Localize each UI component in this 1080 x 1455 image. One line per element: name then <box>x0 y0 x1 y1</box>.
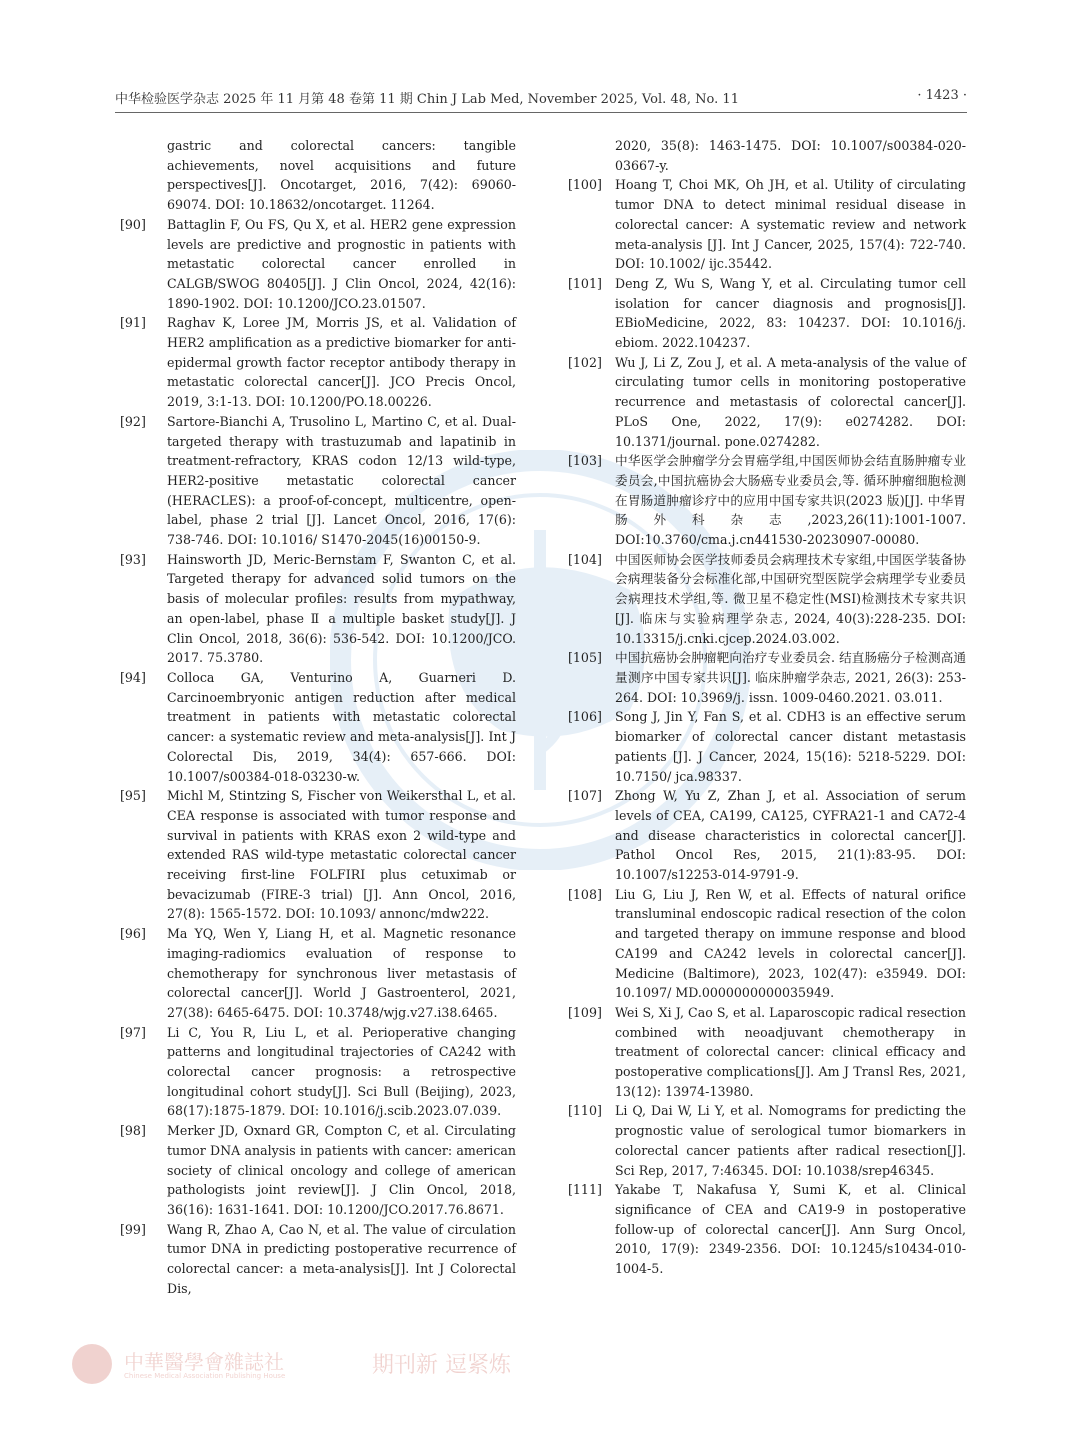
reference-entry <box>568 1180 966 1279</box>
reference-number: [109] <box>568 1004 602 1020</box>
reference-number: [101] <box>568 275 602 291</box>
reference-text: Zhong W, Yu Z, Zhan J, et al. Association of serum levels of CEA, CA199, CA125, CYFRA21-1 and CA72-4 and disease characteristics in colorectal cancer[J]. Pathol Oncol Res, 2015, 21(1):83-95. DOI: 10.1007/s12253-014-9791-9. <box>615 788 966 883</box>
publisher-name: 中華醫學會雜誌社 <box>124 1350 284 1374</box>
reference-number: [102] <box>568 354 602 370</box>
reference-text: Wang R, Zhao A, Cao N, et al. The value of circulation tumor DNA in predicting postoperative recurrence of colorectal cancer: a meta-analysis[J]. Int J Colorectal Dis, <box>167 1221 516 1296</box>
reference-entry <box>568 1101 966 1180</box>
reference-entry <box>120 1023 516 1122</box>
reference-number: [90] <box>120 216 146 232</box>
reference-entry <box>568 274 966 353</box>
reference-number: [95] <box>120 788 146 804</box>
reference-text: Deng Z, Wu S, Wang Y, et al. Circulating tumor cell isolation for cancer diagnosis and prognosis[J]. EBioMedicine, 2022, 83: 104237. DOI: 10.1016/j. ebiom. 2022.104237. <box>615 275 966 351</box>
reference-text: Battaglin F, Ou FS, Qu X, et al. HER2 gene expression levels are predictive and prognostic in patients with metastatic colorectal cancer enrolled in CALGB/SWOG 80405[J]. J Clin Oncol, 2024, 42(16): 1890-1902. DOI: 10.1200/JCO.23.01507. <box>167 216 516 311</box>
reference-number: [110] <box>568 1103 602 1119</box>
reference-number: [97] <box>120 1024 146 1040</box>
reference-entry <box>120 1121 516 1220</box>
reference-text: Colloca GA, Venturino A, Guarneri D. Carcinoembryonic antigen reduction after medical treatment in patients with metastatic colorectal cancer: a systematic review and meta-analysis[J]. Int J Colorectal Dis, 2019, 34(4): 657-666. DOI: 10.1007/s00384-018-03230-w. <box>167 669 516 784</box>
reference-text: 中国抗癌协会肿瘤靶向治疗专业委员会. 结直肠癌分子检测高通量测序中国专家共识[J]. 临床肿瘤学杂志, 2021, 26(3): 253-264. DOI: 10.3969/j. issn. 1009-0460.2021. 03.011. <box>615 650 966 705</box>
publisher-logo-watermark <box>72 1342 511 1388</box>
reference-entry <box>568 885 966 1003</box>
reference-number: [104] <box>568 551 602 567</box>
reference-entry <box>120 215 516 314</box>
reference-text: Liu G, Liu J, Ren W, et al. Effects of natural orifice transluminal endoscopic radical resection of the colon and targeted therapy on immune response and blood CA199 and CA242 levels in colorectal cancer[J]. Medicine (Baltimore), 2023, 102(47): e35949. DOI: 10.1097/ MD.0000000000035949. <box>615 886 966 1001</box>
reference-number: [106] <box>568 709 602 725</box>
reference-entry <box>120 313 516 412</box>
reference-number: [99] <box>120 1221 146 1237</box>
journal-citation-header: 中华检验医学杂志 2025 年 11 月第 48 卷第 11 期 Chin J Lab Med, November 2025, Vol. 48, No. 11 <box>115 92 739 107</box>
references-left-column <box>120 136 516 1298</box>
reference-number: [105] <box>568 650 602 666</box>
reference-entry <box>120 550 516 668</box>
reference-text: Wu J, Li Z, Zou J, et al. A meta-analysis of the value of circulating tumor cells in monitoring postoperative recurrence and metastasis of colorectal cancer[J]. PLoS One, 2022, 17(9): e0274282. DOI: 10.1371/journal. pone.0274282. <box>615 354 966 449</box>
reference-number: [98] <box>120 1123 146 1139</box>
reference-number: [94] <box>120 669 146 685</box>
publisher-name-en: Chinese Medical Association Publishing House <box>124 1372 286 1380</box>
reference-entry <box>568 1003 966 1102</box>
page-number: · 1423 · <box>917 88 967 103</box>
running-header <box>115 88 967 108</box>
reference-text: Song J, Jin Y, Fan S, et al. CDH3 is an effective serum biomarker of colorectal cancer distant metastasis patients [J]. J Cancer, 2024, 15(16): 5218-5229. DOI: 10.7150/ jca.98337. <box>615 709 966 784</box>
reference-text: Raghav K, Loree JM, Morris JS, et al. Validation of HER2 amplification as a predictive biomarker for anti-epidermal growth factor receptor antibody therapy in metastatic colorectal cancer[J]. JCO Precis Oncol, 2019, 3:1-13. DOI: 10.1200/PO.18.00226. <box>167 315 516 410</box>
reference-number: [93] <box>120 551 146 567</box>
reference-entry <box>120 786 516 924</box>
reference-text: 中华医学会肿瘤学分会胃癌学组,中国医师协会结直肠肿瘤专业委员会,中国抗癌协会大肠癌专业委员会,等. 循环肿瘤细胞检测在胃肠道肿瘤诊疗中的应用中国专家共识(2023 版)[J]. 中华胃肠外科杂志,2023,26(11):1001-1007. DOI:10.3760/cma.j.cn441530-20230907-00080. <box>615 453 966 548</box>
reference-number: [108] <box>568 886 602 902</box>
reference-entry <box>568 550 966 649</box>
reference-entry <box>568 648 966 707</box>
reference-text: Wei S, Xi J, Cao S, et al. Laparoscopic radical resection combined with neoadjuvant chemotherapy in treatment of colorectal cancer: clinical efficacy and postoperative complications[J]. Am J Transl Res, 2021, 13(12): 13974-13980. <box>615 1004 966 1099</box>
references-right-column <box>568 136 966 1279</box>
reference-number: [107] <box>568 788 602 804</box>
reference-text: 中国医师协会医学技师委员会病理技术专家组,中国医学装备协会病理装备分会标准化部,中国研究型医院学会病理学专业委员会病理技术学组,等. 微卫星不稳定性(MSI)检测技术专家共识[J]. 临床与实验病理学杂志, 2024, 40(3):228-235. DOI: 10.13315/j.cnki.cjcep.2024.03.002. <box>615 551 966 646</box>
reference-text: Li C, You R, Liu L, et al. Perioperative changing patterns and longitudinal trajectories of CA242 with colorectal cancer prognosis: a retrospective longitudinal cohort study[J]. Sci Bull (Beijing), 2023, 68(17):1875-1879. DOI: 10.1016/j.scib.2023.07.039. <box>167 1024 516 1119</box>
reference-entry <box>568 451 966 550</box>
reference-number: [100] <box>568 177 602 193</box>
reference-number: [91] <box>120 315 146 331</box>
reference-entry <box>120 924 516 1023</box>
reference-entry <box>568 786 966 885</box>
reference-entry <box>568 353 966 452</box>
publisher-seal-icon <box>72 1344 112 1384</box>
reference-entry <box>120 1220 516 1299</box>
media-badges: 期刊新 逗紧炼 <box>372 1353 511 1378</box>
reference-text: Ma YQ, Wen Y, Liang H, et al. Magnetic resonance imaging-radiomics evaluation of response to chemotherapy for synchronous liver metastasis of colorectal cancer[J]. World J Gastroenterol, 2021, 27(38): 6465-6475. DOI: 10.3748/wjg.v27.i38.6465. <box>167 926 516 1020</box>
reference-text: Merker JD, Oxnard GR, Compton C, et al. Circulating tumor DNA analysis in patients with cancer: american society of clinical oncology and college of american pathologists joint review[J]. J Clin Oncol, 2018, 36(16): 1631-1641. DOI: 10.1200/JCO.2017.76.8671. <box>167 1123 516 1217</box>
reference-text: Sartore-Bianchi A, Trusolino L, Martino C, et al. Dual-targeted therapy with trastuzumab and lapatinib in treatment-refractory, KRAS codon 12/13 wild-type, HER2-positive metastatic colorectal cancer (HERACLES): a proof-of-concept, multicentre, open-label, phase 2 trial [J]. Lancet Oncol, 2016, 17(6): 738-746. DOI: 10.1016/ S1470-2045(16)00150-9. <box>167 413 516 548</box>
reference-text: Yakabe T, Nakafusa Y, Sumi K, et al. Clinical significance of CEA and CA19-9 in postoperative follow-up of colorectal cancer[J]. Ann Surg Oncol, 2010, 17(9): 2349-2356. DOI: 10.1245/s10434-010-1004-5. <box>615 1182 966 1277</box>
reference-text: Michl M, Stintzing S, Fischer von Weikersthal L, et al. CEA response is associated with tumor response and survival in patients with KRAS exon 2 wild-type and extended RAS wild-type metastatic colorectal cancer receiving first-line FOLFIRI plus cetuximab or bevacizumab (FIRE-3 trial) [J]. Ann Oncol, 2016, 27(8): 1565-1572. DOI: 10.1093/ annonc/mdw222. <box>167 788 516 922</box>
reference-entry <box>120 136 516 215</box>
reference-entry <box>568 707 966 786</box>
reference-text: Hoang T, Choi MK, Oh JH, et al. Utility of circulating tumor DNA to detect minimal residual disease in colorectal cancer: A systematic review and network meta-analysis [J]. Int J Cancer, 2025, 157(4): 722-740. DOI: 10.1002/ ijc.35442. <box>615 177 966 272</box>
reference-number: [111] <box>568 1182 602 1198</box>
reference-text: gastric and colorectal cancers: tangible achievements, novel acquisitions and future perspectives[J]. Oncotarget, 2016, 7(42): 69060-69074. DOI: 10.18632/oncotarget. 11264. <box>167 138 516 213</box>
reference-entry <box>568 175 966 274</box>
reference-text: Hainsworth JD, Meric-Bernstam F, Swanton C, et al. Targeted therapy for advanced solid tumors on the basis of molecular profiles: results from mypathway, an open-label, phase Ⅱ a multiple basket study[J]. J Clin Oncol, 2018, 36(6): 536-542. DOI: 10.1200/JCO. 2017. 75.3780. <box>167 551 516 666</box>
reference-number: [92] <box>120 413 146 429</box>
reference-text: Li Q, Dai W, Li Y, et al. Nomograms for predicting the prognostic value of serological tumor biomarkers in colorectal cancer patients after radical resection[J]. Sci Rep, 2017, 7:46345. DOI: 10.1038/srep46345. <box>615 1103 966 1178</box>
reference-entry <box>120 412 516 550</box>
reference-entry <box>568 136 966 175</box>
reference-number: [103] <box>568 453 602 469</box>
reference-text: 2020, 35(8): 1463-1475. DOI: 10.1007/s00384-020- 03667-y. <box>615 138 966 173</box>
reference-entry <box>120 668 516 786</box>
reference-number: [96] <box>120 926 146 942</box>
header-divider <box>115 112 967 113</box>
